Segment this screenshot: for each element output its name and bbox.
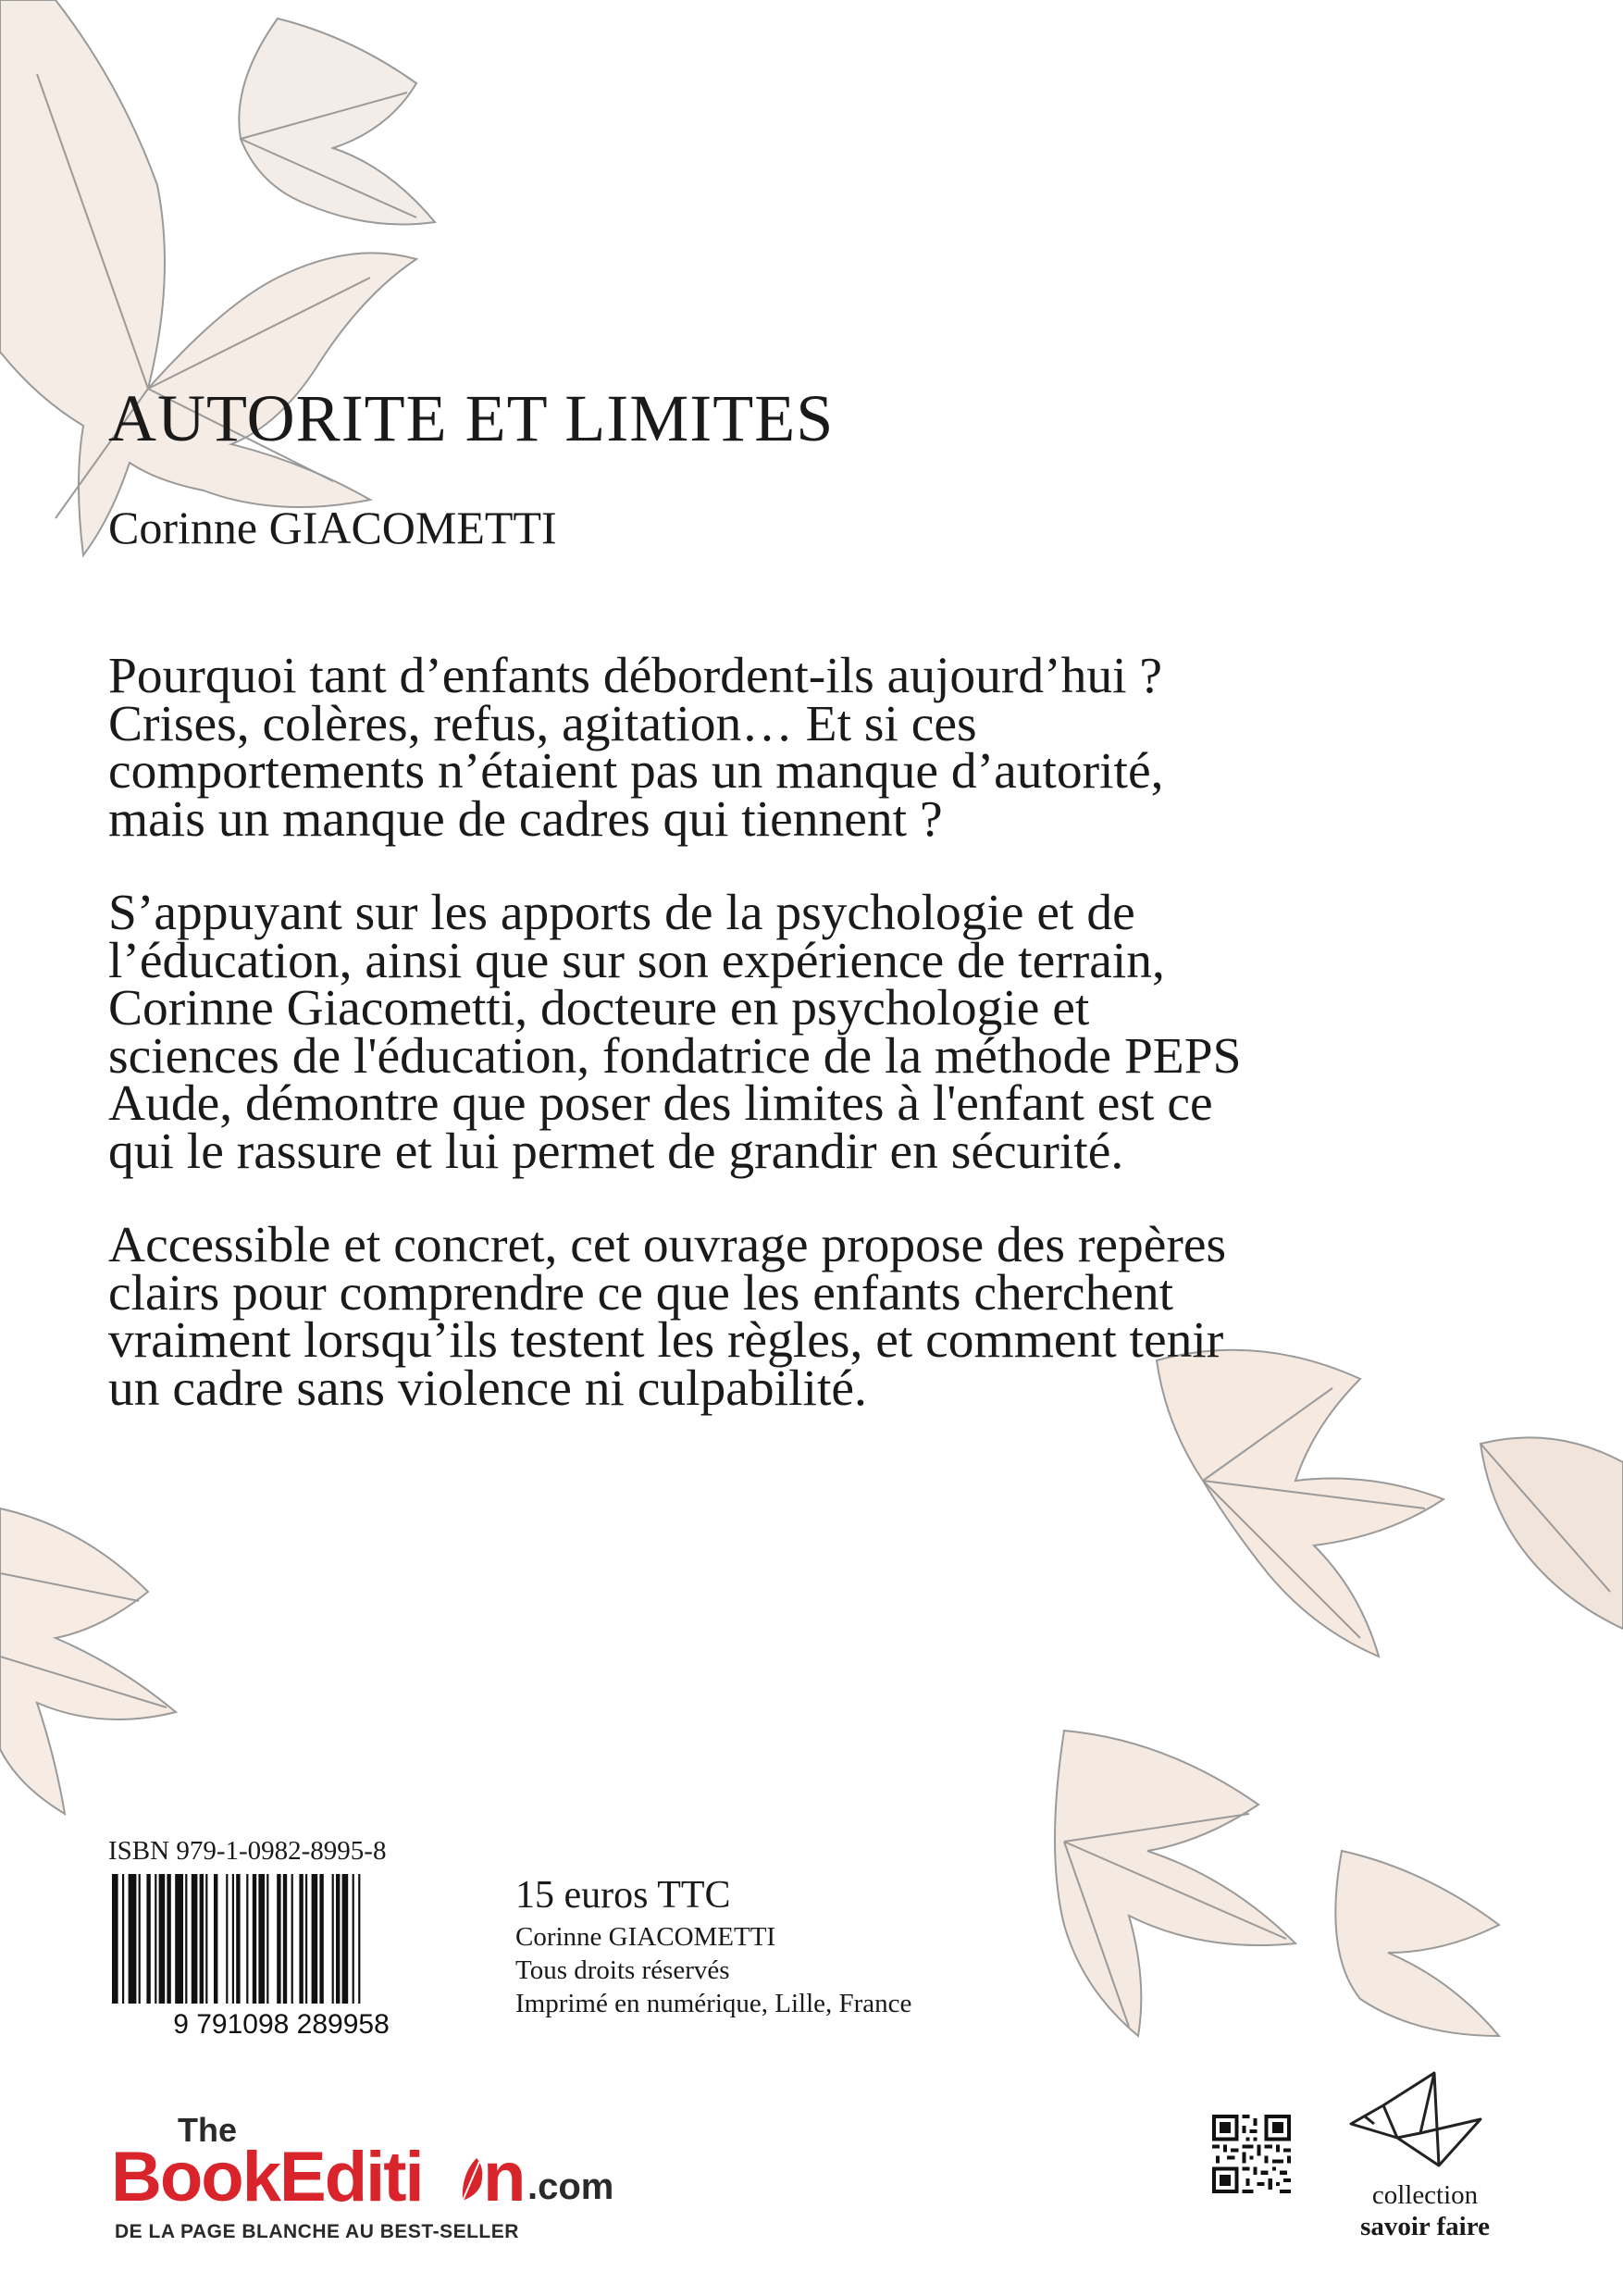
publisher-tagline: DE LA PAGE BLANCHE AU BEST-SELLER bbox=[115, 2221, 519, 2242]
barcode-bar bbox=[167, 1874, 170, 2004]
colophon-rights: Tous droits réservés bbox=[515, 1955, 730, 1985]
barcode-bar bbox=[232, 1874, 234, 2004]
leaf-bottom-left bbox=[0, 1508, 176, 1814]
barcode-bar bbox=[353, 1874, 354, 2004]
isbn-barcode bbox=[108, 1874, 455, 2041]
publisher-domain: .com bbox=[527, 2166, 614, 2207]
barcode-bar bbox=[342, 1874, 349, 2004]
barcode-bar bbox=[258, 1874, 265, 2004]
barcode-bar bbox=[214, 1874, 217, 2004]
barcode-bar bbox=[277, 1874, 280, 2004]
barcode-bar bbox=[236, 1874, 240, 2004]
quill-icon bbox=[463, 2158, 482, 2201]
colophon bbox=[515, 1920, 911, 2020]
barcode-bar bbox=[200, 1874, 204, 2004]
barcode-bar bbox=[146, 1874, 150, 2004]
barcode-bar bbox=[175, 1874, 183, 2004]
barcode-bar bbox=[283, 1874, 287, 2004]
barcode-bar bbox=[358, 1874, 360, 2004]
publisher-the: The bbox=[178, 2111, 238, 2149]
barcode-digits: 9 791098 289958 bbox=[173, 2009, 390, 2040]
collection-label bbox=[1314, 2179, 1536, 2242]
barcode-bar bbox=[112, 1874, 118, 2004]
colophon-printed: Imprimé en numérique, Lille, France bbox=[515, 1989, 912, 2018]
leaf-far-right bbox=[1481, 1437, 1623, 1629]
barcode-bar bbox=[332, 1874, 334, 2004]
book-author: Corinne GIACOMETTI bbox=[108, 502, 557, 553]
book-title: AUTORITE ET LIMITES bbox=[108, 381, 835, 455]
barcode-bar bbox=[192, 1874, 198, 2004]
collection-line-1: collection bbox=[1371, 2180, 1479, 2210]
barcode-bar bbox=[185, 1874, 187, 2004]
barcode-bar bbox=[129, 1874, 137, 2004]
barcode-bar bbox=[246, 1874, 248, 2004]
collection-line-2: savoir faire bbox=[1360, 2212, 1490, 2241]
blurb-paragraph: S’appuyant sur les apports de la psychologie et de l’éducation, ainsi que sur son expérience de terrain, Corinne Giacometti, docteure en psychologie et sciences de l'éducation, fondatrice de la méthode PEPS Aude, démontre que poser des limites à l'enfant est ce qui le rassure et lui permet de grandir en sécurité. bbox=[108, 885, 1242, 1180]
origami-crane-icon bbox=[1346, 2068, 1485, 2175]
back-cover-blurb bbox=[108, 648, 1256, 1458]
publisher-name-a: BookEditi bbox=[111, 2138, 423, 2216]
barcode-bar bbox=[336, 1874, 340, 2004]
barcode-bar bbox=[253, 1874, 256, 2004]
publisher-logo bbox=[111, 2101, 666, 2249]
barcode-bar bbox=[312, 1874, 318, 2004]
barcode-bar bbox=[291, 1874, 293, 2004]
publisher-name-b: n bbox=[483, 2138, 527, 2216]
blurb-paragraph: Pourquoi tant d’enfants débordent-ils aujourd’hui ? Crises, colères, refus, agitation… Et si ces comportements n’étaient pas un manque d’autorité, mais un manque de cadres qui tiennent ? bbox=[108, 648, 1164, 848]
barcode-bar bbox=[159, 1874, 166, 2004]
blurb-paragraph: Accessible et concret, cet ouvrage propose des repères clairs pour comprendre ce que les enfants cherchent vraiment lorsqu’ils testent les règles, et comment tenir un cadre sans violence ni culpabilité. bbox=[108, 1217, 1227, 1417]
barcode-bar bbox=[139, 1874, 141, 2004]
barcode-bar bbox=[299, 1874, 303, 2004]
barcode-bar bbox=[319, 1874, 323, 2004]
leaf-top-center bbox=[239, 19, 435, 225]
price: 15 euros TTC bbox=[515, 1874, 731, 1917]
leaf-bottom-right bbox=[1055, 1731, 1499, 2036]
barcode-bar bbox=[266, 1874, 268, 2004]
barcode-bar bbox=[122, 1874, 124, 2004]
barcode-bar bbox=[155, 1874, 156, 2004]
barcode-bar bbox=[305, 1874, 307, 2004]
isbn-label: ISBN 979-1-0982-8995-8 bbox=[108, 1836, 387, 1866]
colophon-author: Corinne GIACOMETTI bbox=[515, 1922, 776, 1952]
barcode-bars bbox=[112, 1874, 360, 2004]
barcode-bar bbox=[226, 1874, 228, 2004]
qr-code-icon bbox=[1212, 2115, 1291, 2193]
barcode-bar bbox=[205, 1874, 207, 2004]
